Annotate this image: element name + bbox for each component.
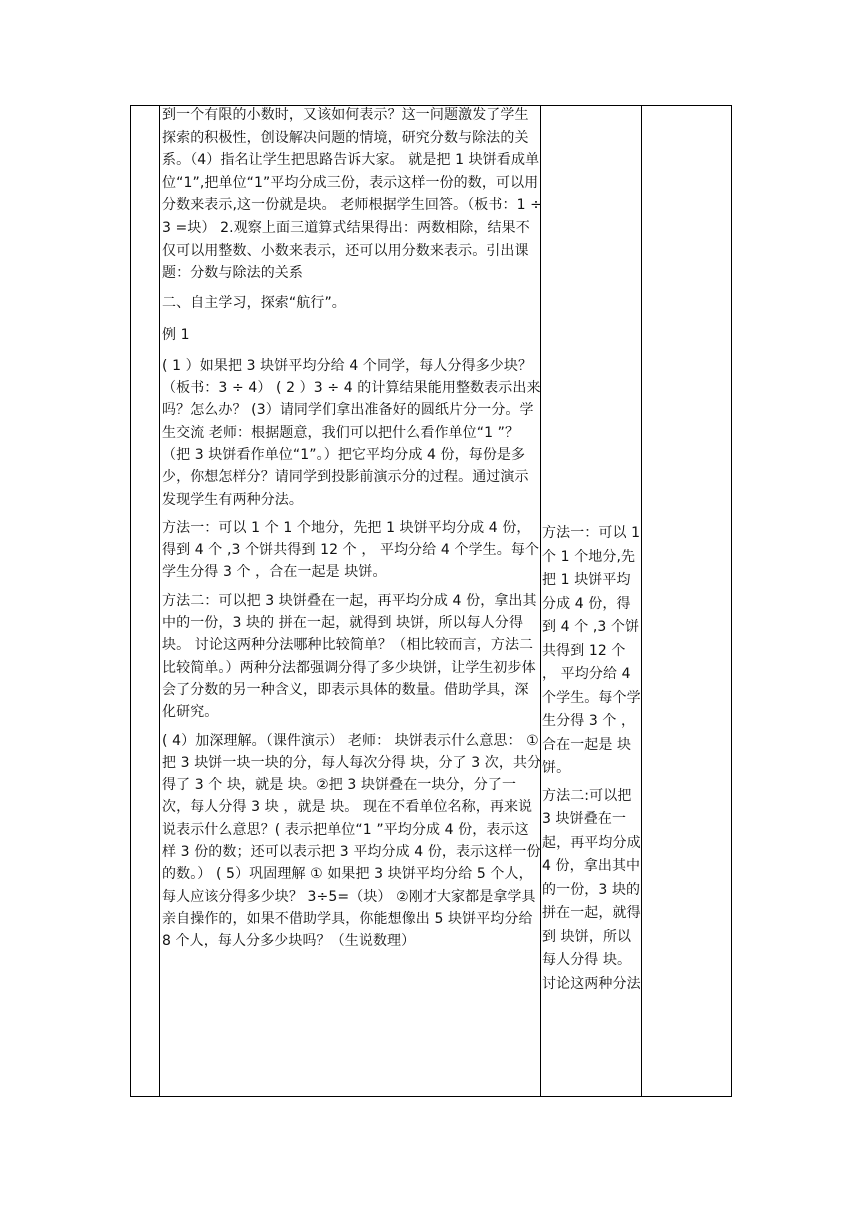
- section-heading: 二、自主学习，探索“航行”。: [162, 294, 346, 311]
- example-label: 例 1: [162, 326, 190, 343]
- method-two-paragraph: 方法二：可以把 3 块饼叠在一起，再平均分成 4 份，拿出其中的一份，3 块的 拼在一起，就得到 块饼，所以每人分得 块。 讨论这两种分法哪种比较简单？（相比较而言，方法二比较简单。）两种分法都强调分得了多少块饼，让学生初步体会了分数的另一种含义，即表示具体的数量。借助学具，深化研究。: [162, 592, 537, 721]
- student-activity-column: [542, 522, 642, 996]
- teaching-process-column: [162, 104, 542, 952]
- table-right-border: [731, 105, 732, 1097]
- side-method-one: 方法一：可以 1 个 1 个地分,先把 1 块饼平均分成 4 份，得到 4 个 ,3 个饼共得到 12 个 ， 平均分给 4 个学生。每个学生分得 3 个 ，合在一起是 块饼。: [542, 525, 641, 776]
- intro-paragraph: 到一个有限的小数时，又该如何表示？这一问题激发了学生探索的积极性，创设解决问题的情境，研究分数与除法的关系。（4）指名让学生把思路告诉大家。 就是把 1 块饼看成单位“1”,把单位“1”平均分成三份，表示这样一份的数，可以用分数来表示,这一份就是块。 老师根据学生回答。（板书：1 ÷ 3 =块） 2.观察上面三道算式结果得出：两数相除，结果不仅可以用整数、小数来表示，还可以用分数来表示。引出课题：分数与除法的关系: [162, 107, 542, 282]
- example-question-paragraph: ( 1 ）如果把 3 块饼平均分给 4 个同学，每人分得多少块？（板书：3 ÷ 4） ( 2 ）3 ÷ 4 的计算结果能用整数表示出来吗？怎么办？ (3）请同学们拿出准备好的圆纸片分一分。学生交流 老师：根据题意，我们可以把什么看作单位“1 ”？（把 3 块饼看作单位“1”。）把它平均分成 4 份，每份是多少，你想怎样分？请同学到投影前演示分的过程。通过演示发现学生有两种分法。: [162, 357, 541, 508]
- method-one-paragraph: 方法一：可以 1 个 1 个地分，先把 1 块饼平均分成 4 份，得到 4 个 ,3 个饼共得到 12 个 ， 平均分给 4 个学生。每个学生分得 3 个 ，合在一起是 块饼。: [162, 519, 540, 581]
- side-method-two: 方法二:可以把 3 块饼叠在一起，再平均分成 4 份，拿出其中的一份，3 块的 拼在一起，就得到 块饼，所以每人分得 块。 讨论这两种分法: [542, 787, 641, 992]
- deepen-understanding-paragraph: ( 4）加深理解。（课件演示） 老师： 块饼表示什么意思： ①把 3 块饼一块一块的分，每人每次分得 块，分了 3 次，共分得了 3 个 块，就是 块。②把 3 块饼叠在一块分，分了一次，每人分得 3 块 ，就是 块。 现在不看单位名称，再来说说表示什么意思？( 表示把单位“1 ”平均分成 4 份，表示这样 3 份的数；还可以表示把 3 平均分成 4 份，表示这样一份的数。） ( 5）巩固理解 ① 如果把 3 块饼平均分给 5 个人，每人应该分得多少块？ 3÷5=（块） ②刚才大家都是拿学具亲自操作的，如果不借助学具，你能想像出 5 块饼平均分给 8 个人，每人分多少块吗？（生说数理）: [162, 732, 542, 950]
- column-divider-1: [159, 105, 160, 1097]
- table-left-border: [130, 105, 131, 1097]
